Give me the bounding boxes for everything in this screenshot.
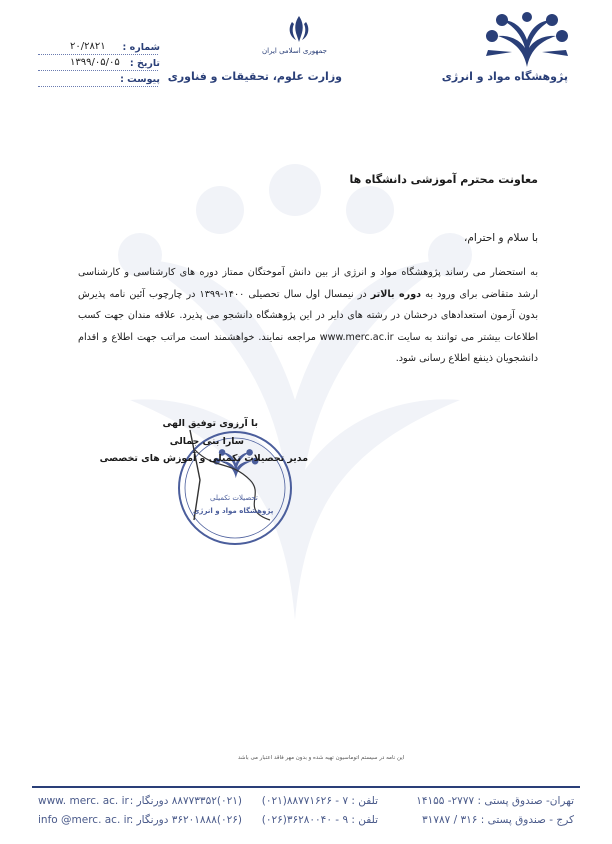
footer-divider xyxy=(32,786,580,788)
letter-body-part2: در نیمسال اول سال تحصیلی ۱۴۰۰-۱۳۹۹ در چارچوب آئین نامه پذیرش بدون آزمون استعدادهای درخشان در رشته های دایر در این پژوهشگاه دانشجو می پذیرد. علاقه مندان جهت کسب اطلاعات بیشتر می توانند به سایت www.merc.ac.ir مراجعه نمایند. خواهشمند است مراتب جهت اطلاع و اقدام دانشجویان ذینفع اطلاع رسانی شود. xyxy=(78,288,538,364)
footer-website[interactable]: www. merc. ac. ir xyxy=(38,795,129,807)
stamp-text-line2: پژوهشگاه مواد و انرژی xyxy=(193,507,274,515)
ministry-country-line: جمهوری اسلامی ایران xyxy=(262,47,327,55)
footer-tel-tehran: تلفن : ۷ - ۸۸۷۷۱۶۲۶(۰۲۱) xyxy=(261,795,378,807)
number-label: شماره : xyxy=(122,42,160,53)
signer-title: مدیر تحصیلات تکمیلی و آموزش های تخصصی xyxy=(99,453,308,464)
institute-logo-icon xyxy=(480,12,575,68)
ministry-name: وزارت علوم، تحقیقات و فناوری xyxy=(167,70,342,83)
date-label: تاریخ : xyxy=(129,58,160,69)
footer-fax-tehran: (۰۲۱)۸۸۷۷۳۳۵۲ دورنگار : xyxy=(129,795,242,807)
stamp-text-line1: تحصیلات تکمیلی xyxy=(210,494,258,502)
greeting-line: با سلام و احترام، xyxy=(464,232,538,244)
number-value: ۲۰/۲۸۲۱ xyxy=(70,41,106,52)
watermark-emblem xyxy=(70,150,520,630)
date-dotline xyxy=(38,70,158,71)
letter-body-part1: به استحضار می رساند پژوهشگاه مواد و انرژی از بین دانش آموختگان ممتاز دوره های کارشناسی و کارشناسی ارشد متقاضی برای ورود به xyxy=(78,267,538,300)
signer-name: سارا بنی جمالی xyxy=(169,436,244,447)
attachment-label: پیوست : xyxy=(120,74,160,85)
footer-email[interactable]: info @merc. ac. ir xyxy=(38,814,131,826)
recipient-line: معاونت محترم آموزشی دانشگاه ها xyxy=(349,173,538,186)
footer-tel-karaj: تلفن : ۹ - ۳۶۲۸۰۰۴۰(۰۲۶) xyxy=(261,814,378,826)
number-dotline xyxy=(38,54,158,55)
iran-emblem-icon xyxy=(286,14,312,44)
letter-body xyxy=(78,262,538,370)
date-value: ۱۳۹۹/۰۵/۰۵ xyxy=(70,57,120,68)
attachment-dotline xyxy=(38,86,158,87)
footnote: این نامه در سیستم اتوماسیون تهیه شده و بدون مهر فاقد اعتبار می باشد xyxy=(238,755,405,761)
signature-closing: با آرزوی توفیق الهی xyxy=(162,418,258,429)
footer-fax-karaj: (۰۲۶)۳۶۲۰۱۸۸۸ دورنگار : xyxy=(129,814,242,826)
footer-address-tehran: تهران- صندوق پستی : ۲۷۷۷- ۱۴۱۵۵ xyxy=(416,795,574,807)
letter-body-emphasis: دوره بالاتر xyxy=(370,288,422,300)
footer-address-karaj: کرج - صندوق پستی : ۳۱۶ / ۳۱۷۸۷ xyxy=(422,814,574,826)
institute-name: پژوهشگاه مواد و انرژی xyxy=(441,70,568,83)
